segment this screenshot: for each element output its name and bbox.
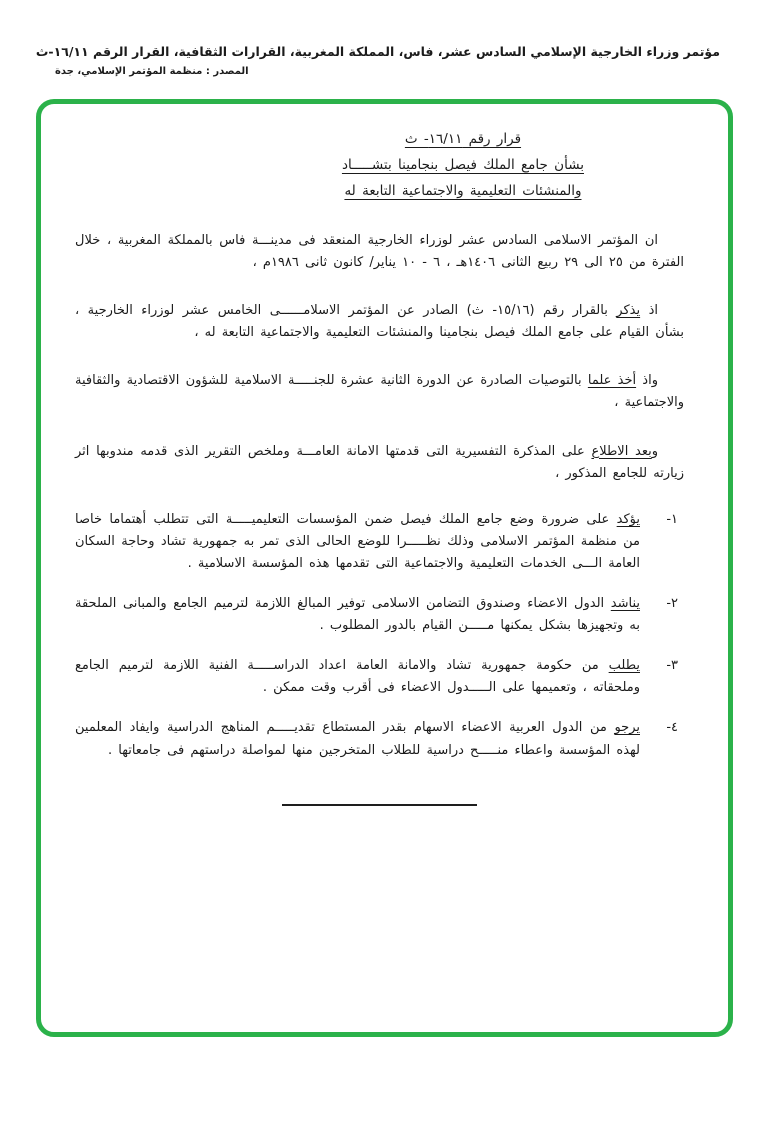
preamble-3-text: بالتوصيات الصادرة عن الدورة الثانية عشرة للجنـــــة الاسلامية للشؤون الاقتصادية والثقافية والاجتماعية ، xyxy=(75,373,684,411)
preamble-paragraph-4 xyxy=(75,441,684,485)
item-1-text: على ضرورة وضع جامع الملك فيصل ضمن المؤسسات التعليميـــــة التى تتطلب أهتماما خاصا من منظمة المؤتمر الاسلامى وذلك نظـــــرا للوضع الحالى الذى تمر به جمهورية تشاد وحاجة السكان العامة الـــى الخدمات التعليمية والاجتماعية التى تقدمها هذه المؤسسة الاسلامية . xyxy=(75,511,640,571)
preamble-2-text: بالقرار رقم (١٥/١٦- ث) الصادر عن المؤتمر الاسلامــــــى الخامس عشر لوزراء الخارجية ، بشأن القيام على جامع الملك فيصل بنجامينا والمنشئات التعليمية والاجتماعية التابعة له ، xyxy=(75,303,684,341)
resolution-item-1 xyxy=(75,509,678,575)
preamble-2-pre: اذ xyxy=(640,303,658,319)
item-2-text: الدول الاعضاء وصندوق التضامن الاسلامى توفير المبالغ اللازمة لترميم الجامع والمبانى الملحقة به وتجهيزها بشكل يمكنها مـــــن القيام بالدور المطلوب . xyxy=(75,596,640,634)
archive-header-source: المصدر : منظمة المؤتمر الإسلامي، جدة xyxy=(55,66,249,77)
resolution-subject-line-2: والمنشئات التعليمية والاجتماعية التابعة له xyxy=(344,183,582,199)
item-1-text-block xyxy=(75,509,640,575)
preamble-3-lead: أخذ علما xyxy=(587,373,637,389)
item-1-number: ١- xyxy=(666,511,678,527)
item-4-lead: يرجو xyxy=(614,720,640,736)
resolution-item-3 xyxy=(75,655,678,699)
preamble-2-lead: يذكر xyxy=(616,303,641,319)
resolution-subject-line-1: بشأن جامع الملك فيصل بنجامينا بتشـــــاد xyxy=(341,157,584,173)
resolution-number-line: قرار رقم ١٦/١١- ث xyxy=(404,131,522,147)
item-2-number: ٢- xyxy=(666,596,678,612)
item-4-text: من الدول العربية الاعضاء الاسهام بقدر المستطاع تقديـــــم المناهج الدراسية وايفاد المعلمين لهذه المؤسسة واعطاء منـــــح دراسية للطلاب المتخرجين منها لمواصلة دراستهم فى جامعاتها . xyxy=(75,720,640,758)
resolution-item-4 xyxy=(75,717,678,761)
archive-header-title: مؤتمر وزراء الخارجية الإسلامي السادس عشر، فاس، المملكة المغربية، القرارات الثقافية، القرار الرقم ١٦/١١-ث xyxy=(35,44,720,59)
operative-items xyxy=(75,509,684,762)
item-2-text-block xyxy=(75,593,640,637)
preamble-paragraph-2 xyxy=(75,300,684,344)
preamble-4-lead: بعد الاطلاع xyxy=(591,443,652,459)
item-4-text-block xyxy=(75,717,640,761)
scanned-page xyxy=(0,44,758,1122)
resolution-title-block xyxy=(342,126,584,204)
preamble-paragraph-1 xyxy=(75,230,684,274)
resolution-item-2 xyxy=(75,593,678,637)
item-3-number: ٣- xyxy=(666,658,678,674)
preamble-paragraph-3 xyxy=(75,370,684,414)
document-frame xyxy=(36,99,733,1037)
preamble-4-pre: و xyxy=(651,443,658,459)
item-3-lead: يطلب xyxy=(608,658,640,674)
preamble-4-text: على المذكرة التفسيرية التى قدمتها الامانة العامـــة وملخص التقرير الذى قدمه مندوبها اثر زيارته للجامع المذكور ، xyxy=(75,443,684,481)
item-3-text: من حكومة جمهورية تشاد والامانة العامة اعداد الدراســـــة الفنية اللازمة لترميم الجامع وملحقاته ، وتعميمها على الـــــدول الاعضاء فى أقرب وقت ممكن . xyxy=(75,658,640,696)
item-1-lead: يؤكد xyxy=(616,511,640,527)
item-4-number: ٤- xyxy=(666,720,678,736)
resolution-document xyxy=(41,104,728,806)
archive-header xyxy=(0,44,758,77)
item-3-text-block xyxy=(75,655,640,699)
item-2-lead: يناشد xyxy=(610,596,640,612)
preamble-1-text: ان المؤتمر الاسلامى السادس عشر لوزراء الخارجية المنعقد فى مدينـــة فاس بالمملكة المغربية ، خلال الفترة من ٢٥ الى ٢٩ ربيع الثانى ١٤٠٦هـ ، ٦ - ١٠ يناير/ كانون ثانى ١٩٨٦م ، xyxy=(75,233,684,271)
preamble-3-pre: واذ xyxy=(636,373,658,389)
end-divider xyxy=(282,804,477,806)
